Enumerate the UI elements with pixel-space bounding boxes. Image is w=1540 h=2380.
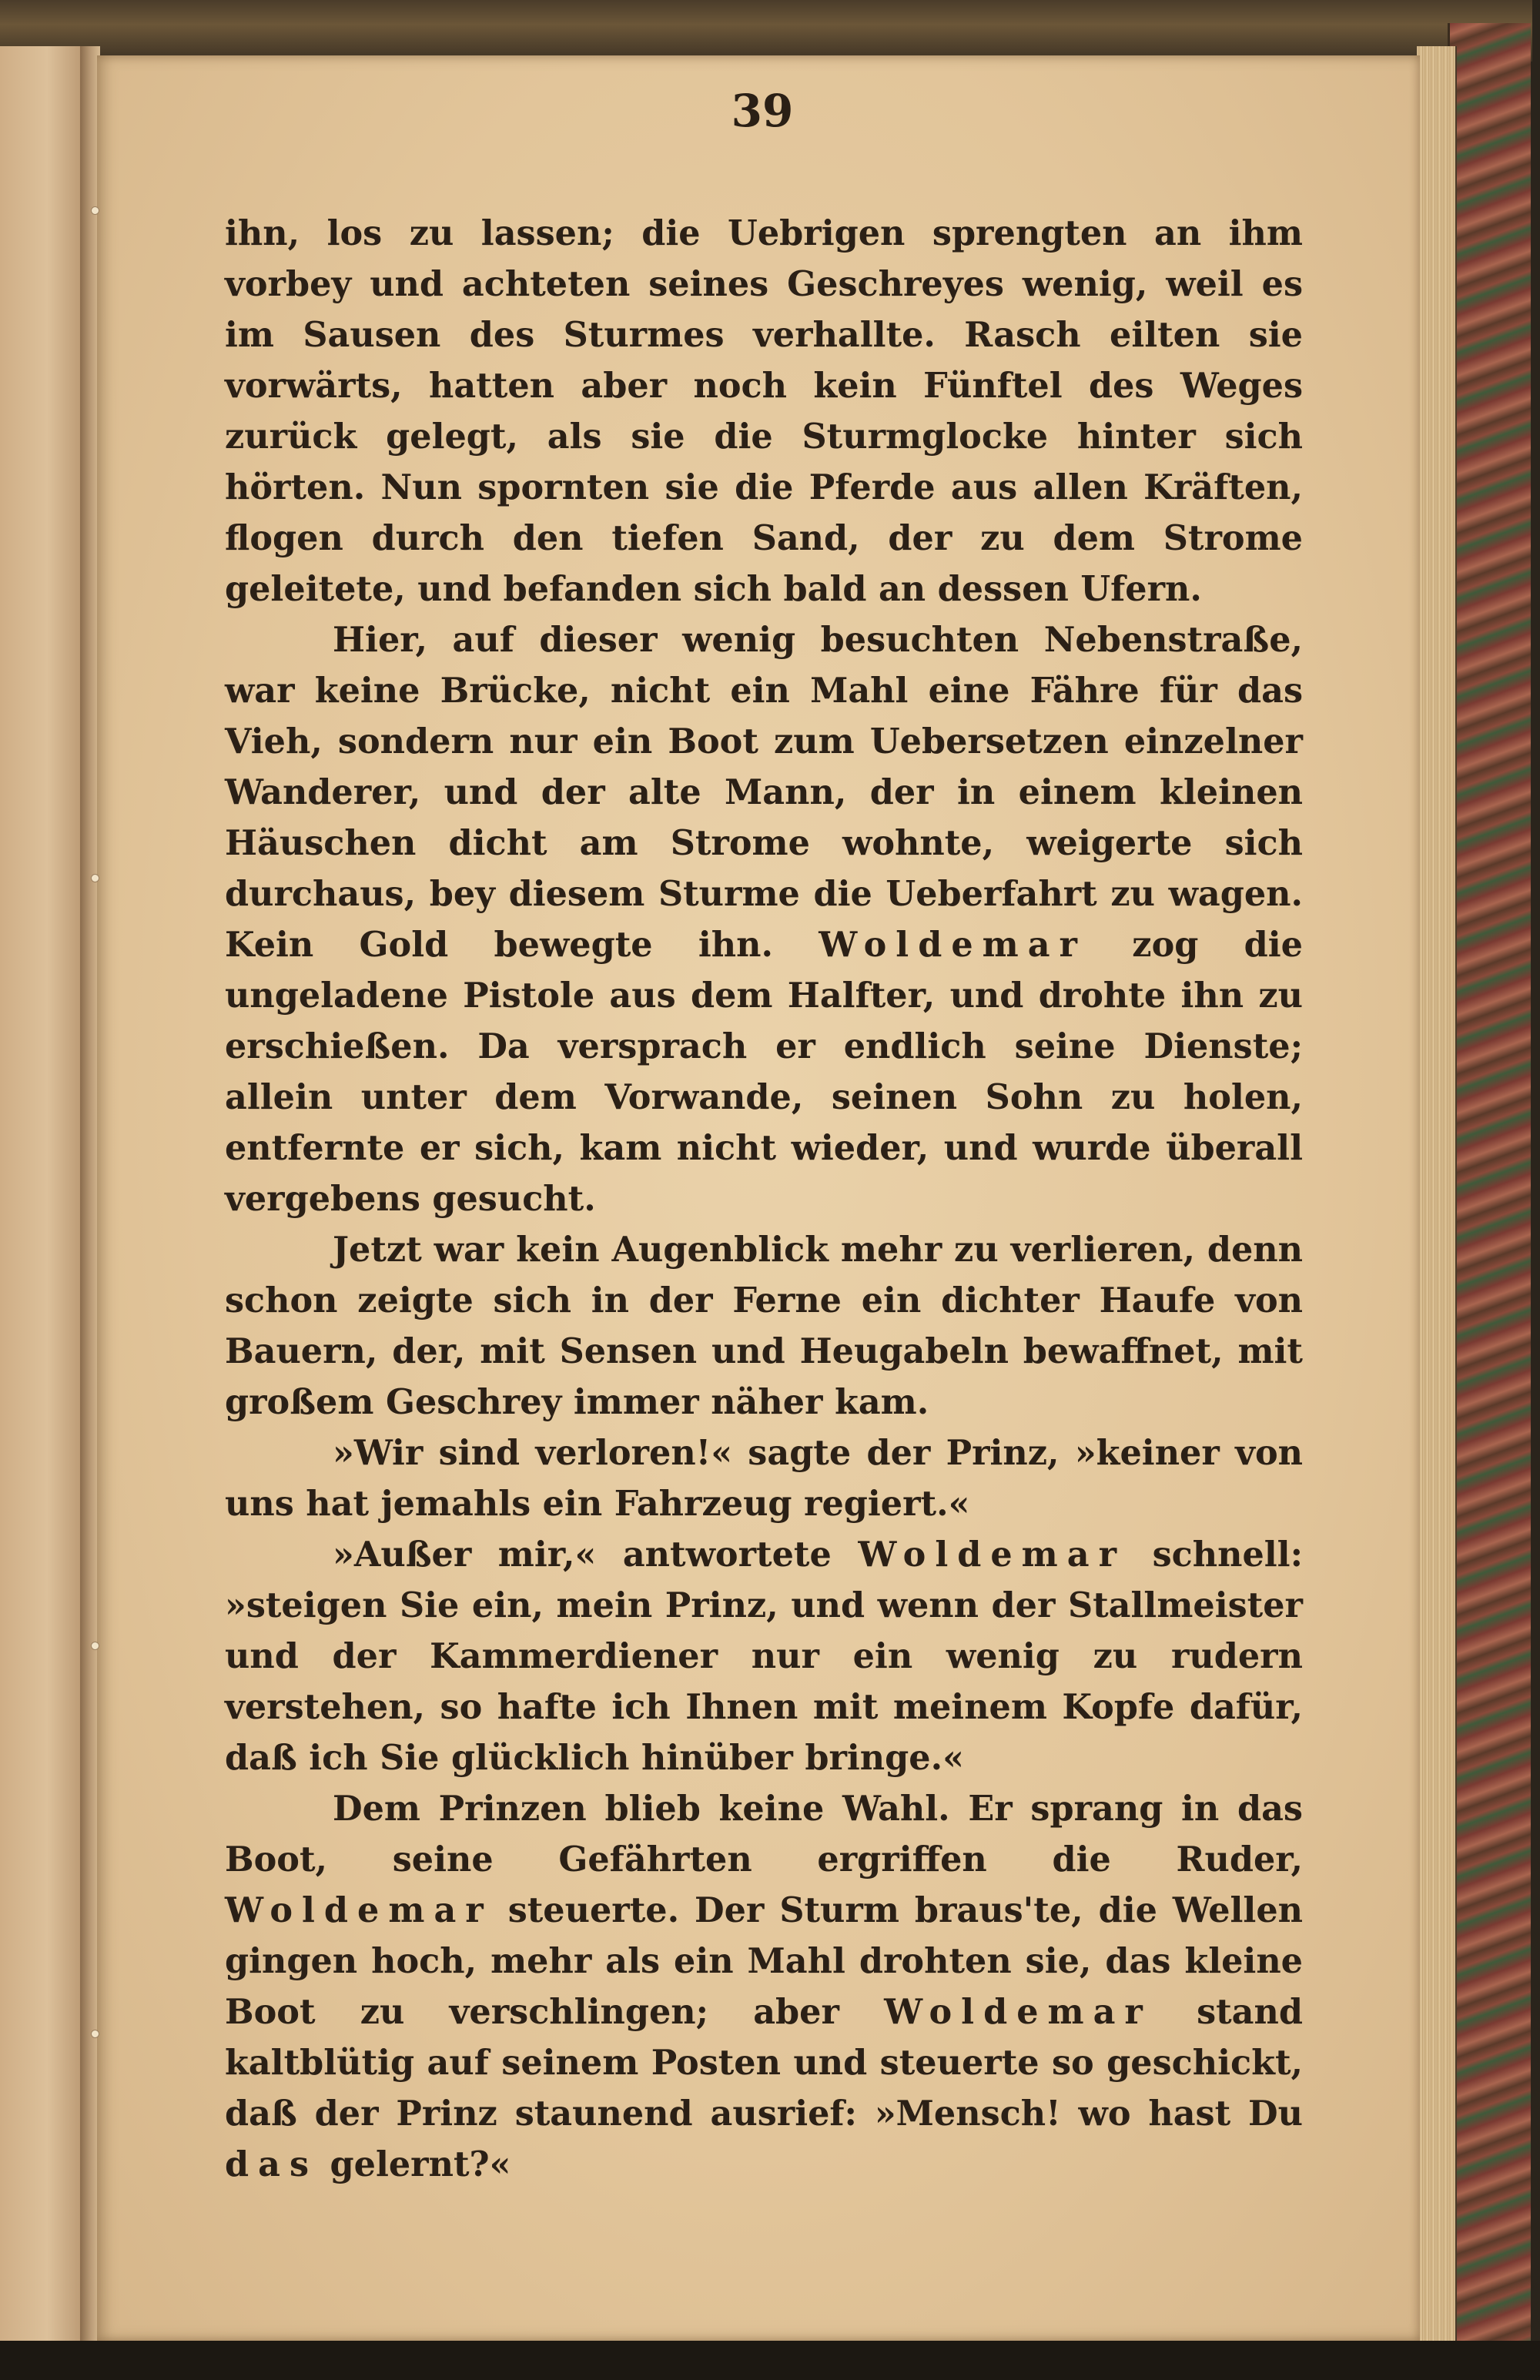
bottom-shadow bbox=[0, 2341, 1540, 2380]
spaced-name: Woldemar bbox=[819, 925, 1086, 965]
facing-page-edge bbox=[0, 46, 86, 2356]
paragraph-text: »Wir sind verloren!« sagte der Prinz, »keiner von uns hat jemahls ein Fahrzeug regiert.« bbox=[225, 1433, 1303, 1524]
paragraph-text: schnell: »steigen Sie ein, mein Prinz, und wenn der Stallmeister und der Kammerdiener nur ein wenig zu rudern verstehen, so hafte ich Ihnen mit meinem Kopfe dafür, daß ich Sie glücklich hinüber bringe.« bbox=[225, 1535, 1303, 1778]
binding-stitch bbox=[91, 874, 99, 882]
page-stack-edge bbox=[1417, 46, 1457, 2348]
paragraph bbox=[225, 1529, 1303, 1783]
paragraph-text: »Außer mir,« antwortete bbox=[333, 1535, 832, 1575]
paragraph-text: gelernt?« bbox=[330, 2144, 511, 2184]
book-top-edge bbox=[0, 0, 1532, 62]
binding-stitch bbox=[91, 2030, 99, 2038]
page-number: 39 bbox=[731, 85, 794, 137]
paragraph-text: zog die ungeladene Pistole aus dem Halfter, und drohte ihn zu erschießen. Da versprach er endlich seine Dienste; allein unter dem Vorwande, seinen Sohn zu holen, entfernte er sich, kam nicht wieder, und wurde überall vergebens gesucht. bbox=[225, 925, 1303, 1219]
spaced-name: Woldemar bbox=[858, 1535, 1127, 1575]
marbled-cover-edge bbox=[1448, 23, 1531, 2348]
paragraph bbox=[225, 1783, 1303, 2190]
paragraph bbox=[225, 1428, 1303, 1529]
binding-stitch bbox=[91, 1642, 99, 1650]
paragraph-text: Hier, auf dieser wenig besuchten Nebenstraße, war keine Brücke, nicht ein Mahl eine Fähre für das Vieh, sondern nur ein Boot zum Uebersetzen einzelner Wanderer, und der alte Mann, der in einem kleinen Häuschen dicht am Strome wohnte, weigerte sich durchaus, bey diesem Sturme die Ueberfahrt zu wagen. Kein Gold bewegte ihn. bbox=[225, 620, 1303, 965]
paragraph-text: Dem Prinzen blieb keine Wahl. Er sprang in das Boot, seine Gefährten ergriffen die Ruder, bbox=[225, 1789, 1303, 1880]
paragraph bbox=[225, 1224, 1303, 1428]
paragraph-text: ihn, los zu lassen; die Uebrigen sprengten an ihm vorbey und achteten seines Geschreyes wenig, weil es im Sausen des Sturmes verhallte. Rasch eilten sie vorwärts, hatten aber noch kein Fünftel des Weges zurück gelegt, als sie die Sturmglocke hinter sich hörten. Nun spornten sie die Pferde aus allen Kräften, flogen durch den tiefen Sand, der zu dem Strome geleitete, und befanden sich bald an dessen Ufern. bbox=[225, 213, 1303, 609]
paragraph bbox=[225, 208, 1303, 614]
paragraph-text: Jetzt war kein Augenblick mehr zu verlieren, denn schon zeigte sich in der Ferne ein dichter Haufe von Bauern, der, mit Sensen und Heugabeln bewaffnet, mit großem Geschrey immer näher kam. bbox=[225, 1230, 1303, 1422]
spaced-word: das bbox=[225, 2144, 319, 2184]
paragraph-text: stand kaltblütig auf seinem Posten und steuerte so geschickt, daß der Prinz staunend ausrief: »Mensch! wo hast Du bbox=[225, 1992, 1303, 2134]
body-text bbox=[225, 208, 1303, 2190]
spaced-name: Woldemar bbox=[225, 1890, 493, 1930]
binding-stitch bbox=[91, 206, 99, 215]
paragraph bbox=[225, 614, 1303, 1224]
spaced-name: Woldemar bbox=[884, 1992, 1152, 2032]
paragraph-text: steuerte. Der Sturm braus'te, die Wellen gingen hoch, mehr als ein Mahl drohten sie, das kleine Boot zu verschlingen; aber bbox=[225, 1890, 1303, 2032]
